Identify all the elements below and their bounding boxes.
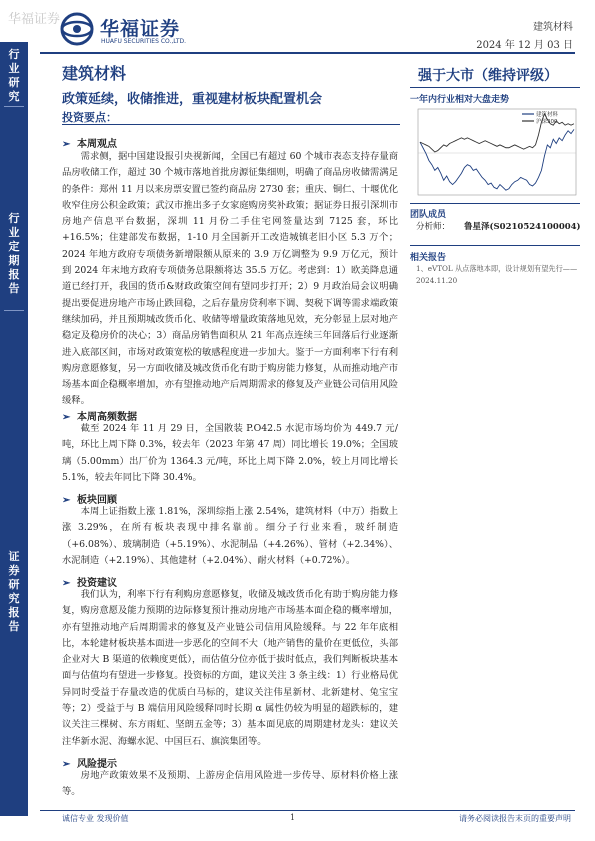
team-heading: 团队成员: [410, 210, 447, 220]
bullet-arrow-icon: ➢: [62, 578, 71, 589]
series-line: [420, 129, 574, 190]
brand-name-en: HUAFU SECURITIES CO.,LTD.: [101, 38, 187, 45]
sidebar-label-research: 行 业 研 究: [8, 48, 20, 103]
series-layer: [420, 114, 574, 190]
section-heading: ➢ 投资建议: [62, 578, 117, 589]
section-body: 截至 2024 年 11 月 29 日，全国散装 P.O42.5 水泥市场均价为 449.7 元/吨，环比上周下降 0.3%，较去年（2023 年第 47 周）同比增长 19.0%；全国玻璃（5.00mm）出厂价为 1364.3 元/吨，环比上周下降 2.0%，较上月同比增长 5.1%，较去年同比下降 30.4%。: [62, 423, 398, 483]
analyst-label: 分析师：: [416, 222, 451, 232]
legend-label: 建筑材料: [536, 112, 559, 118]
header-industry: 建筑材料: [533, 22, 573, 33]
section-heading: ➢ 本周观点: [62, 139, 117, 150]
section-body: 我们认为，利率下行有利购房意愿修复，收储及城改货币化有助于购房能力修复，购房意愿及能力预期的边际修复预计推动房地产市场基本面企稳的概率增加，亦有望推动地产后周期需求的修复及产业链公司信用风险缓释。与 22 年年底相比，本轮建材板块基本面进一步恶化的空间不大（地产销售的量价在更低位，头部企业对大 B 渠道的依赖度更低），而估值分位亦低于拔时低点，我们判断板块基本面与估值均有望进一步修复。投资标的方面，建议关注 3 条主线：1）行业格局优异同时受益于存量改造的优质白马标的，建议关注伟星新材、北新建材、兔宝宝等；2）受益于与 B 端信用风险缓释同时长期 α 属性仍较为明显的超跌标的，建议关注三棵树、东方雨虹、坚朗五金等；3）基本面见底的周期建材龙头：建议关注华新水泥、海螺水泥、中国巨石、旗滨集团等。: [62, 589, 398, 747]
header-date: 2024 年 12 月 03 日: [476, 40, 573, 51]
section-body: 需求侧，据中国建设报引央视新闻，全国已有超过 60 个城市表态支持存量商品房收储工作，超过 30 个城市落地首批房源征集细则，明确了商品房收储需满足的条件：郑州 11 月以来房票安置已签约商品房 2730 套；重庆、铜仁、十堰优化收窄住房公积金政策；武汉市推出多子女家庭购房奖补政策；据证券日报引深圳市房地产信息平台数据，深圳 11 月份二手住宅网签量达到 7125 套，环比+16.5%；住建部发布数据，1-10 月全国新开工改造城镇老旧小区 5.3 万个；2024 年地方政府专项债务新增限额从原来的 3.9 万亿调整为 9.9 万亿元，预计到 2024 年末地方政府专项债务总限额将达 35.5 万亿。考虑到：1）欧美降息通道已经打开，我国的货币&财政政策空间有望同步打开；2）9 月政治局会议明确提出要促进房地产市场止跌回稳，之后存量房贷利率下调、契税下调等需求端政策继续加码，并且预期城改货币化、收储等增量政策落地见效，充分彰显上层对地产稳定及稳房价的决心；3）商品房销售面积从 21 年高点连续三年回落后行业逐渐进入底部区间，市场对政策宽松的敏感程度进一步加大。鉴于一方面利率下行有利购房意愿修复，另一方面收储及城改货币化有助于购房能力修复，从而推动地产市场基本面企稳概率增加，亦有望推动地产后周期需求的修复及产业链公司信用风险缓释。: [62, 151, 398, 407]
industry-rating: 强于大市（维持评级）: [418, 68, 558, 84]
sidebar-label-periodic: 行 业 定 期 报 告: [8, 212, 20, 295]
chart-title: 一年内行业相对大盘走势: [410, 95, 510, 105]
section-heading: ➢ 板块回顾: [62, 495, 117, 506]
section-body: 房地产政策效果不及预期、上游房企信用风险进一步传导、原材料价格上涨等。: [62, 770, 398, 798]
relative-performance-chart: [410, 105, 580, 201]
report-headline: 政策延续，收储推进，重视建材板块配置机会: [62, 92, 323, 107]
analyst-line: [416, 220, 581, 232]
sidebar-label-securities: 证 券 研 究 报 告: [8, 550, 20, 633]
section-heading: ➢ 本周高频数据: [62, 412, 137, 423]
related-heading: 相关报告: [410, 253, 447, 263]
related-report-item[interactable]: 1、eVTOL 从点落地本即，设计规划有望先行——2024.11.20: [416, 264, 578, 285]
bullet-arrow-icon: ➢: [62, 759, 71, 770]
sidebar-divider: [4, 310, 24, 311]
footer-rule: [40, 810, 575, 811]
bullet-arrow-icon: ➢: [62, 139, 71, 150]
sidebar-divider: [4, 106, 24, 107]
rating-rule: [410, 87, 580, 88]
header-rule: [40, 52, 575, 54]
logo-mark-icon: [60, 12, 94, 46]
brand-logo: [60, 10, 220, 50]
section-heading: ➢ 风险提示: [62, 759, 117, 770]
bullet-arrow-icon: ➢: [62, 412, 71, 423]
chart-legend: [522, 110, 559, 125]
team-rule: [410, 245, 580, 246]
footer-slogan: 诚信专业 发现价值: [62, 814, 129, 823]
legend-label: 沪深300: [536, 119, 558, 125]
footer-disclaimer: 请务必阅读报告末页的重要声明: [459, 814, 571, 823]
brand-name: 华福证券: [100, 18, 181, 40]
key-points-label: 投资要点：: [62, 111, 117, 124]
analyst-name: 鲁星泽(S0210524100004): [464, 222, 581, 232]
section-body: 本周上证指数上涨 1.81%，深圳综指上涨 2.54%，建筑材料（中万）指数上涨 3.29%，在所有板块表现中排名靠前。细分子行业来看，玻纤制造（+6.08%）、玻璃制造（+5.19%）、水泥制品（+4.26%）、管材（+2.34%）、水泥制造（+2.19%）、其他建材（+2.04%）、耐火材料（+0.72%）。: [62, 506, 398, 566]
chart-rule: [410, 203, 580, 204]
page-number: 1: [290, 813, 296, 822]
left-sidebar: [0, 42, 28, 816]
watermark: 华福证券: [8, 12, 61, 27]
industry-title: 建筑材料: [62, 64, 127, 83]
bullet-arrow-icon: ➢: [62, 495, 71, 506]
key-points-rule: [62, 124, 400, 125]
